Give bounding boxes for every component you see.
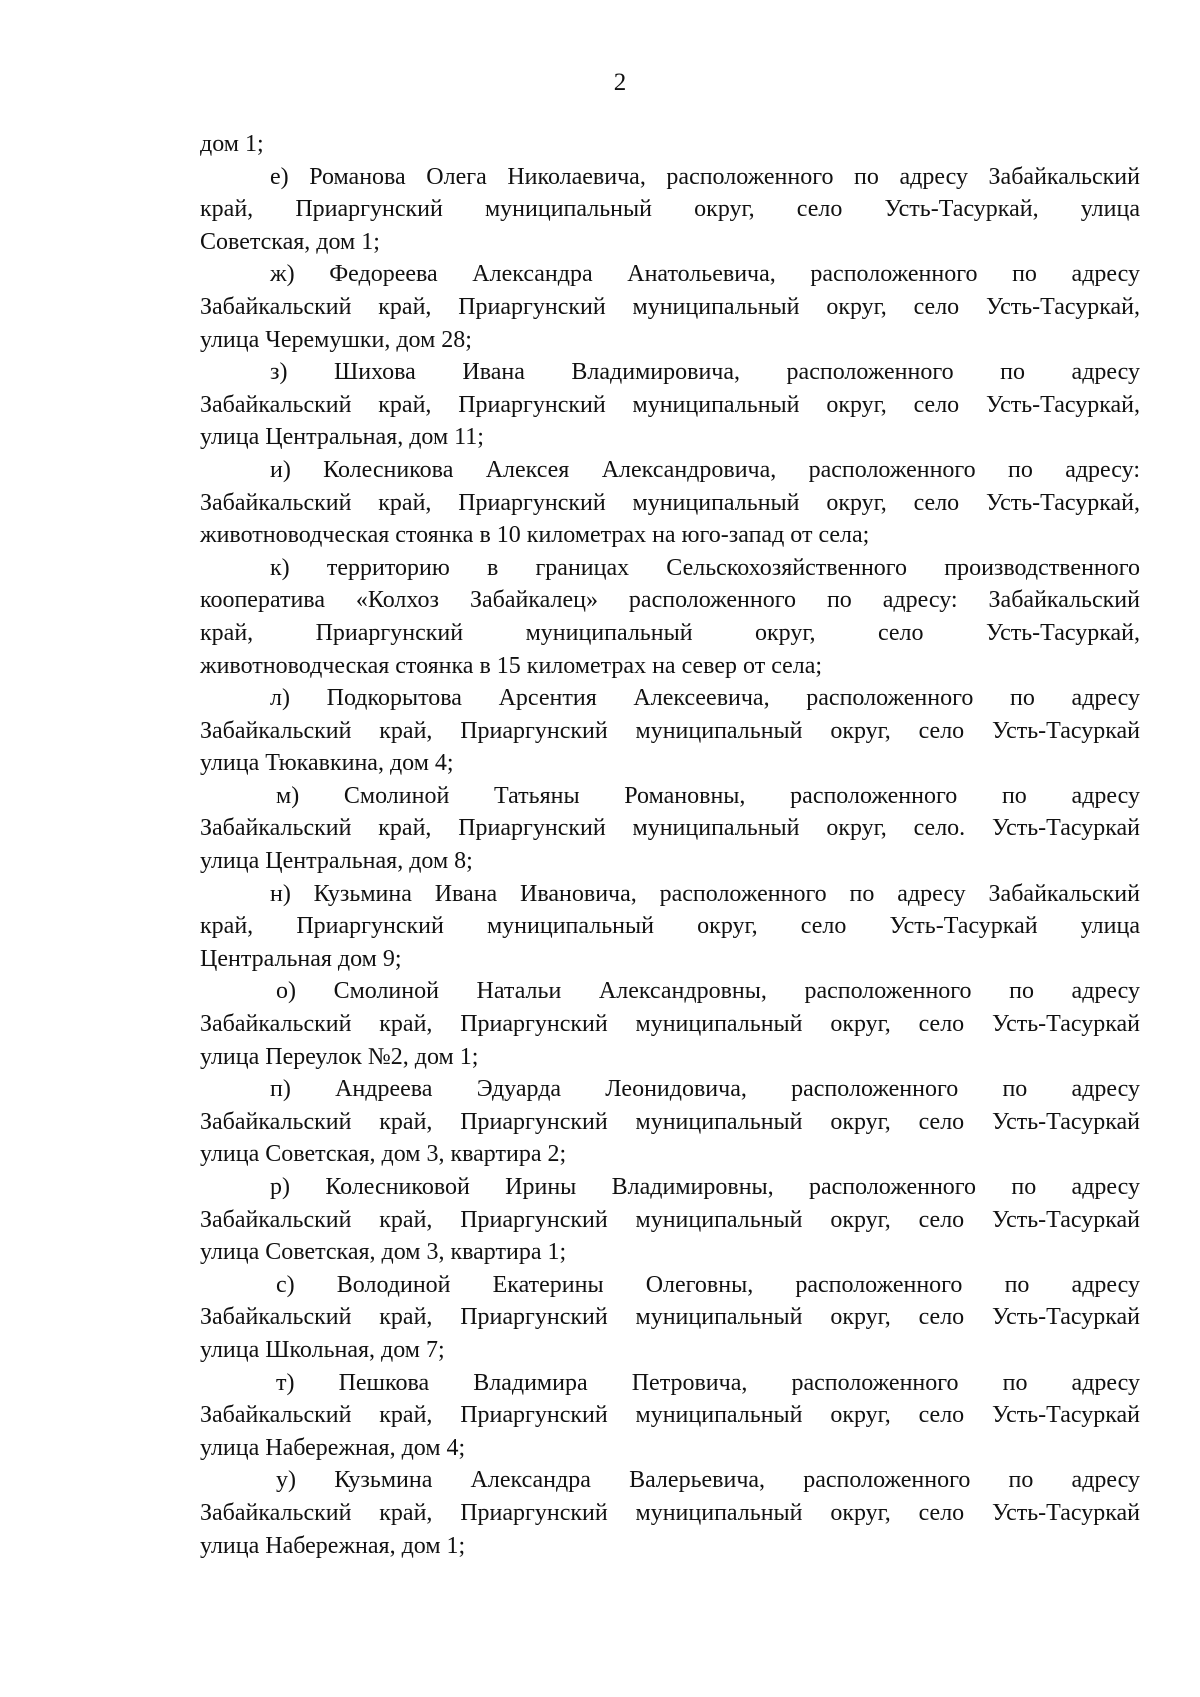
text-line: и) Колесникова Алексея Александровича, расположенного по адресу:: [270, 456, 1140, 483]
text-line: улица Центральная, дом 11;: [200, 424, 484, 451]
text-line: животноводческая стоянка в 15 километрах на север от села;: [200, 652, 823, 679]
text-line: н) Кузьмина Ивана Ивановича, расположенного по адресу Забайкальский: [270, 880, 1140, 907]
text-line: Забайкальский край, Приаргунский муниципальный округ, село. Усть-Тасуркай: [200, 815, 1140, 842]
list-item-m: [200, 780, 1140, 878]
list-item-e: [200, 161, 1140, 259]
document-body: [200, 128, 1140, 1562]
text-line: улица Набережная, дом 1;: [200, 1532, 466, 1559]
list-item-o: [200, 975, 1140, 1073]
list-item-r: [200, 1171, 1140, 1269]
text-line: к) территорию в границах Сельскохозяйственного производственного: [270, 554, 1140, 581]
text-line: Советская, дом 1;: [200, 228, 380, 255]
text-line: т) Пешкова Владимира Петровича, расположенного по адресу: [276, 1369, 1140, 1396]
text-line: край, Приаргунский муниципальный округ, село Усть-Тасуркай, улица: [200, 196, 1140, 223]
text-line: ж) Федореева Александра Анатольевича, расположенного по адресу: [270, 261, 1140, 288]
text-line: у) Кузьмина Александра Валерьевича, расположенного по адресу: [276, 1467, 1140, 1494]
text-line: р) Колесниковой Ирины Владимировны, расположенного по адресу: [270, 1174, 1140, 1200]
text-line: Забайкальский край, Приаргунский муниципальный округ, село Усть-Тасуркай: [200, 1402, 1140, 1429]
text-line: Забайкальский край, Приаргунский муниципальный округ, село Усть-Тасуркай: [200, 1499, 1140, 1526]
text-line: Забайкальский край, Приаргунский муниципальный округ, село Усть-Тасуркай: [200, 717, 1140, 744]
text-line: л) Подкорытова Арсентия Алексеевича, расположенного по адресу: [270, 685, 1140, 712]
text-line: улица Тюкавкина, дом 4;: [200, 750, 454, 777]
list-item-t: [200, 1367, 1140, 1465]
list-item-zh: [200, 258, 1140, 356]
text-line: Забайкальский край, Приаргунский муниципальный округ, село Усть-Тасуркай: [200, 1304, 1140, 1331]
text-line: животноводческая стоянка в 10 километрах на юго-запад от села;: [200, 522, 870, 549]
paragraph-continuation: [200, 128, 1140, 161]
text-line: край, Приаргунский муниципальный округ, село Усть-Тасуркай,: [200, 619, 1140, 646]
text-line: край, Приаргунский муниципальный округ, село Усть-Тасуркай улица: [200, 913, 1140, 940]
text-line: дом 1;: [200, 131, 264, 157]
list-item-i: [200, 454, 1140, 552]
list-item-u: [200, 1464, 1140, 1562]
text-line: улица Советская, дом 3, квартира 2;: [200, 1141, 567, 1168]
text-line: улица Черемушки, дом 28;: [200, 326, 472, 353]
text-line: улица Центральная, дом 8;: [200, 848, 473, 875]
list-item-k: [200, 552, 1140, 682]
list-item-z: [200, 356, 1140, 454]
text-line: Забайкальский край, Приаргунский муниципальный округ, село Усть-Тасуркай,: [200, 391, 1140, 418]
page-number: 2: [613, 69, 627, 96]
text-line: о) Смолиной Натальи Александровны, расположенного по адресу: [276, 978, 1140, 1005]
text-line: Забайкальский край, Приаргунский муниципальный округ, село Усть-Тасуркай: [200, 1011, 1140, 1038]
text-line: с) Володиной Екатерины Олеговны, расположенного по адресу: [276, 1271, 1140, 1298]
text-line: з) Шихова Ивана Владимировича, расположенного по адресу: [270, 359, 1140, 386]
list-item-s: [200, 1269, 1140, 1367]
text-line: Центральная дом 9;: [200, 945, 402, 972]
text-line: Забайкальский край, Приаргунский муниципальный округ, село Усть-Тасуркай,: [200, 293, 1140, 320]
text-line: кооператива «Колхоз Забайкалец» расположенного по адресу: Забайкальский: [200, 587, 1140, 614]
text-line: Забайкальский край, Приаргунский муниципальный округ, село Усть-Тасуркай: [200, 1108, 1140, 1135]
text-line: улица Набережная, дом 4;: [200, 1434, 466, 1461]
list-item-p: [200, 1073, 1140, 1171]
list-item-l: [200, 682, 1140, 780]
text-line: Забайкальский край, Приаргунский муниципальный округ, село Усть-Тасуркай: [200, 1206, 1140, 1233]
text-line: улица Советская, дом 3, квартира 1;: [200, 1239, 567, 1266]
list-item-n: [200, 878, 1140, 976]
text-line: м) Смолиной Татьяны Романовны, расположенного по адресу: [276, 782, 1140, 809]
text-line: улица Школьная, дом 7;: [200, 1336, 445, 1363]
text-line: е) Романова Олега Николаевича, расположенного по адресу Забайкальский: [270, 163, 1140, 190]
text-line: улица Переулок №2, дом 1;: [200, 1043, 479, 1070]
text-line: п) Андреева Эдуарда Леонидовича, расположенного по адресу: [270, 1076, 1140, 1103]
text-line: Забайкальский край, Приаргунский муниципальный округ, село Усть-Тасуркай,: [200, 489, 1140, 516]
